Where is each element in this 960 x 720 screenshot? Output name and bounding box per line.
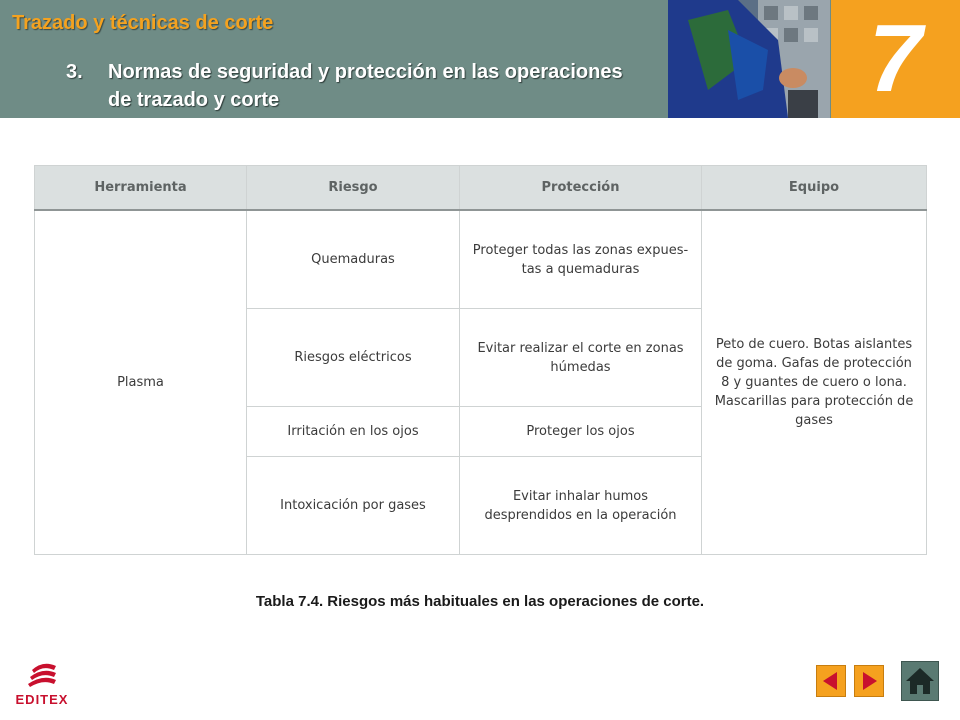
risk-cell: Riesgos eléctricos bbox=[247, 309, 460, 407]
home-icon bbox=[902, 662, 938, 700]
table-row bbox=[35, 210, 927, 309]
risk-cell: Intoxicación por gases bbox=[247, 457, 460, 555]
arrow-right-icon bbox=[855, 666, 883, 696]
header-protection: Protección bbox=[460, 166, 702, 211]
chapter-badge bbox=[831, 0, 960, 118]
editex-logo-icon bbox=[28, 662, 58, 688]
editex-logo bbox=[10, 662, 74, 712]
risk-cell: Quemaduras bbox=[247, 210, 460, 309]
header-risk: Riesgo bbox=[247, 166, 460, 211]
section-title: Normas de seguridad y protección en las operaciones de trazado y corte bbox=[108, 61, 623, 111]
tool-cell: Plasma bbox=[35, 210, 247, 555]
subject-title: Trazado y técnicas de corte bbox=[12, 12, 274, 34]
protection-cell: Evitar inhalar humos desprendidos en la operación bbox=[460, 457, 702, 555]
next-button[interactable] bbox=[854, 665, 884, 697]
protection-cell: Proteger los ojos bbox=[460, 407, 702, 457]
welder-photo-image bbox=[668, 0, 830, 118]
table-header-row bbox=[35, 166, 927, 211]
table-caption: Tabla 7.4. Riesgos más habituales en las operaciones de corte. bbox=[255, 593, 705, 610]
slide-header bbox=[0, 0, 960, 118]
risk-table bbox=[34, 165, 927, 555]
arrow-left-icon bbox=[817, 666, 845, 696]
logo-text: EDITEX bbox=[15, 692, 69, 707]
header-equipment: Equipo bbox=[702, 166, 927, 211]
equipment-cell: Peto de cuero. Botas aislantes de goma. Gafas de protección 8 y guantes de cuero o lona. Mascarillas para protección de gases bbox=[702, 210, 927, 555]
prev-button[interactable] bbox=[816, 665, 846, 697]
header-photo bbox=[668, 0, 830, 118]
protection-cell: Proteger todas las zonas expues-tas a quemaduras bbox=[460, 210, 702, 309]
home-button[interactable] bbox=[901, 661, 939, 701]
section-number: 3. bbox=[66, 61, 83, 83]
header-tool: Herramienta bbox=[35, 166, 247, 211]
risk-cell: Irritación en los ojos bbox=[247, 407, 460, 457]
protection-cell: Evitar realizar el corte en zonas húmedas bbox=[460, 309, 702, 407]
chapter-number: 7 bbox=[868, 5, 923, 112]
